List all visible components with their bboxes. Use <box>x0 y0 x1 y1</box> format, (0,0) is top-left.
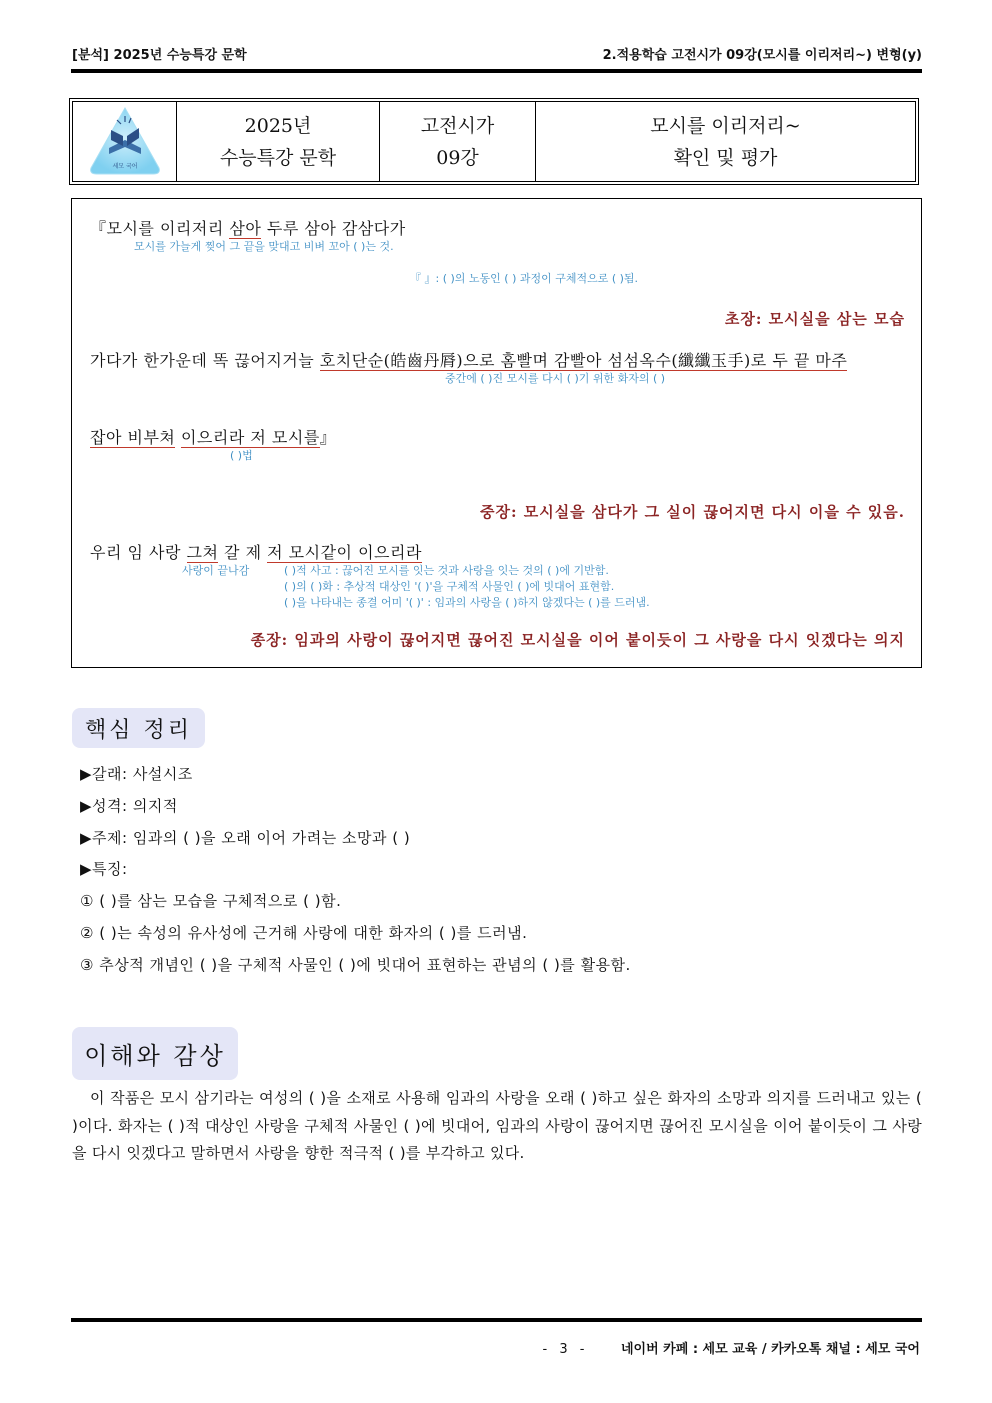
title-cell-work <box>536 102 915 181</box>
title-box <box>69 98 919 185</box>
key-item-features: ▶특징: <box>80 860 128 878</box>
note-6: ( )적 사고 : 끊어진 모시를 잇는 것과 사랑을 잇는 것의 ( )에 기반함. <box>284 564 609 577</box>
note-8: ( )을 나타내는 종결 어미 '( )' : 임과의 사랑을 ( )하지 않겠다는 ( )를 드러냄. <box>284 596 650 609</box>
page-header <box>72 44 922 64</box>
poem-line-3: 잡아 비부쳐 이으리라 저 모시를』 <box>90 428 337 447</box>
title-lesson: 09강 <box>436 146 479 169</box>
note-1: 모시를 가늘게 찢어 그 끝을 맞대고 비벼 꼬아 ( )는 것. <box>134 240 394 253</box>
header-divider <box>71 69 922 73</box>
note-5: 사랑이 끝나감 <box>182 564 250 577</box>
poem-line-4: 우리 임 사랑 그쳐 갈 제 저 모시같이 이으리라 <box>90 543 422 562</box>
summary-jongjang: 종장: 임과의 사랑이 끊어지면 끊어진 모시실을 이어 붙이듯이 그 사랑을 다시 잇겠다는 의지 <box>250 631 905 649</box>
key-item-feature-2: ② ( )는 속성의 유사성에 근거해 사랑에 대한 화자의 ( )를 드러냄. <box>80 924 528 942</box>
appreciation-paragraph: 이 작품은 모시 삼기라는 여성의 ( )을 소재로 사용해 임과의 사랑을 오래 ( )하고 싶은 화자의 소망과 의지를 드러내고 있는 ( )이다. 화자는 ( )적 대상인 사랑을 구체적 사물인 ( )에 빗대어, 임과의 사랑이 끊어지면 끊어진 모시실을 이어 붙이듯이 그 사랑을 다시 잇겠다고 말하면서 사랑을 향한 적극적 ( )를 부각하고 있다. <box>72 1089 922 1162</box>
key-item-genre: ▶갈래: 사설시조 <box>80 765 193 783</box>
logo-cell <box>73 102 177 181</box>
title-cell-year <box>177 102 380 181</box>
header-right: 2.적용학습 고전시가 09강(모시를 이리저리~) 변형(y) <box>602 48 922 63</box>
title-work: 모시를 이리저리~ <box>650 114 801 137</box>
header-left: [분석] 2025년 수능특강 문학 <box>72 48 247 63</box>
title-subtitle: 확인 및 평가 <box>673 146 778 169</box>
summary-chojang: 초장: 모시실을 삼는 모습 <box>724 310 905 328</box>
note-2: 『 』: ( )의 노동인 ( ) 과정이 구체적으로 ( )됨. <box>410 272 639 285</box>
summary-jungjang: 중장: 모시실을 삼다가 그 실이 끊어지면 다시 이을 수 있음. <box>479 503 905 521</box>
page-footer <box>543 1338 920 1357</box>
section-heading-key-summary: 핵심 정리 <box>72 708 205 748</box>
note-4: ( )법 <box>230 449 253 462</box>
poem-line-2: 가다가 한가운데 똑 끊어지거늘 호치단순(皓齒丹脣)으로 홈빨며 감빨아 섬섬옥수(纖纖玉手)로 두 끝 마주 <box>90 351 848 370</box>
title-cell-lesson <box>380 102 536 181</box>
key-item-feature-3: ③ 추상적 개념인 ( )을 구체적 사물인 ( )에 빗대어 표현하는 관념의 ( )를 활용함. <box>80 956 631 974</box>
key-item-theme: ▶주제: 임과의 ( )을 오래 이어 가려는 소망과 ( ) <box>80 829 411 847</box>
title-year: 2025년 <box>244 114 312 137</box>
title-book: 수능특강 문학 <box>219 146 337 169</box>
footer-text: 네이버 카페 : 세모 교육 / 카카오톡 채널 : 세모 국어 <box>620 1342 920 1357</box>
key-item-feature-1: ① ( )를 삼는 모습을 구체적으로 ( )함. <box>80 892 342 910</box>
title-genre: 고전시가 <box>420 114 495 137</box>
svg-text:세모 국어: 세모 국어 <box>111 162 138 170</box>
footer-divider <box>71 1318 922 1322</box>
note-3: 중간에 ( )진 모시를 다시 ( )기 위한 화자의 ( ) <box>445 372 666 385</box>
page-number: - 3 - <box>542 1342 589 1357</box>
note-7: ( )의 ( )화 : 추상적 대상인 '( )'을 구체적 사물인 ( )에 빗대어 표현함. <box>284 580 615 593</box>
section-heading-appreciation: 이해와 감상 <box>72 1027 238 1080</box>
poem-line-1: 『모시를 이리저리 삼아 두루 삼아 감삼다가 <box>90 219 406 238</box>
poem-box <box>71 198 922 668</box>
key-item-character: ▶성격: 의지적 <box>80 797 178 815</box>
book-logo-icon <box>87 104 163 180</box>
